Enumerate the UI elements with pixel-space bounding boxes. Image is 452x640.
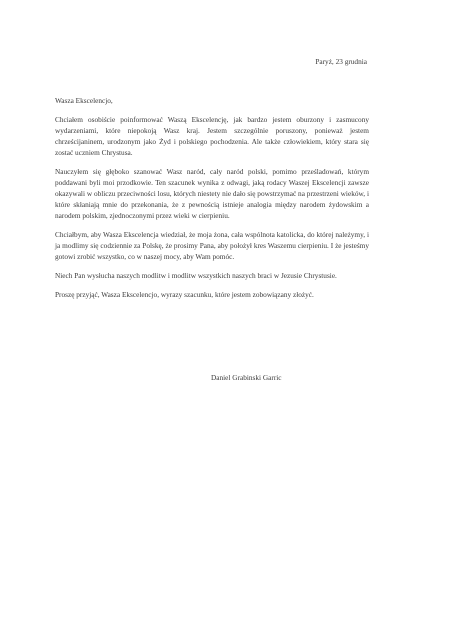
- letter-body: [55, 114, 369, 308]
- letter-paragraph: Nauczyłem się głęboko szanować Wasz naród, cały naród polski, pomimo prześladowań, którym poddawani byli moi przodkowie. Ten szacunek wynika z odwagi, jaką rodacy Waszej Ekscelencji zawsze okazywali w obliczu przeciwności losu, których niestety nie dało się powstrzymać na przestrzeni wieków, i które skłaniają mnie do przekonania, że z pewnością istnieje analogia między narodem żydowskim a narodem polskim, zjednoczonymi przez wieki w cierpieniu.: [55, 167, 369, 220]
- letter-paragraph: Chciałem osobiście poinformować Waszą Ekscelencję, jak bardzo jestem oburzony i zasmucony wydarzeniami, które niepokoją Wasz kraj. Jestem szczególnie poruszony, ponieważ jestem chrześcijaninem, urodzonym jako Żyd i polskiego pochodzenia. Ale także człowiekiem, który stara się zostać uczniem Chrystusa.: [55, 115, 369, 157]
- letter-paragraph: Proszę przyjąć, Wasza Ekscelencjo, wyrazy szacunku, które jestem zobowiązany złożyć.: [55, 290, 314, 299]
- letter-date: Paryż, 23 grudnia: [315, 57, 367, 66]
- letter-paragraph: Niech Pan wysłucha naszych modlitw i modlitw wszystkich naszych braci w Jezusie Chrystusie.: [55, 271, 337, 280]
- letter-paragraph: Chciałbym, aby Wasza Ekscelencja wiedział, że moja żona, cała wspólnota katolicka, do której należymy, i ja modlimy się codziennie za Polskę, że prosimy Pana, aby położył kres Waszemu cierpieniu. I że jesteśmy gotowi zrobić wszystko, co w naszej mocy, aby Wam pomóc.: [55, 230, 369, 261]
- letter-salutation: Wasza Ekscelencjo,: [55, 96, 113, 105]
- letter-signature: Daniel Grabinski Garric: [211, 373, 282, 382]
